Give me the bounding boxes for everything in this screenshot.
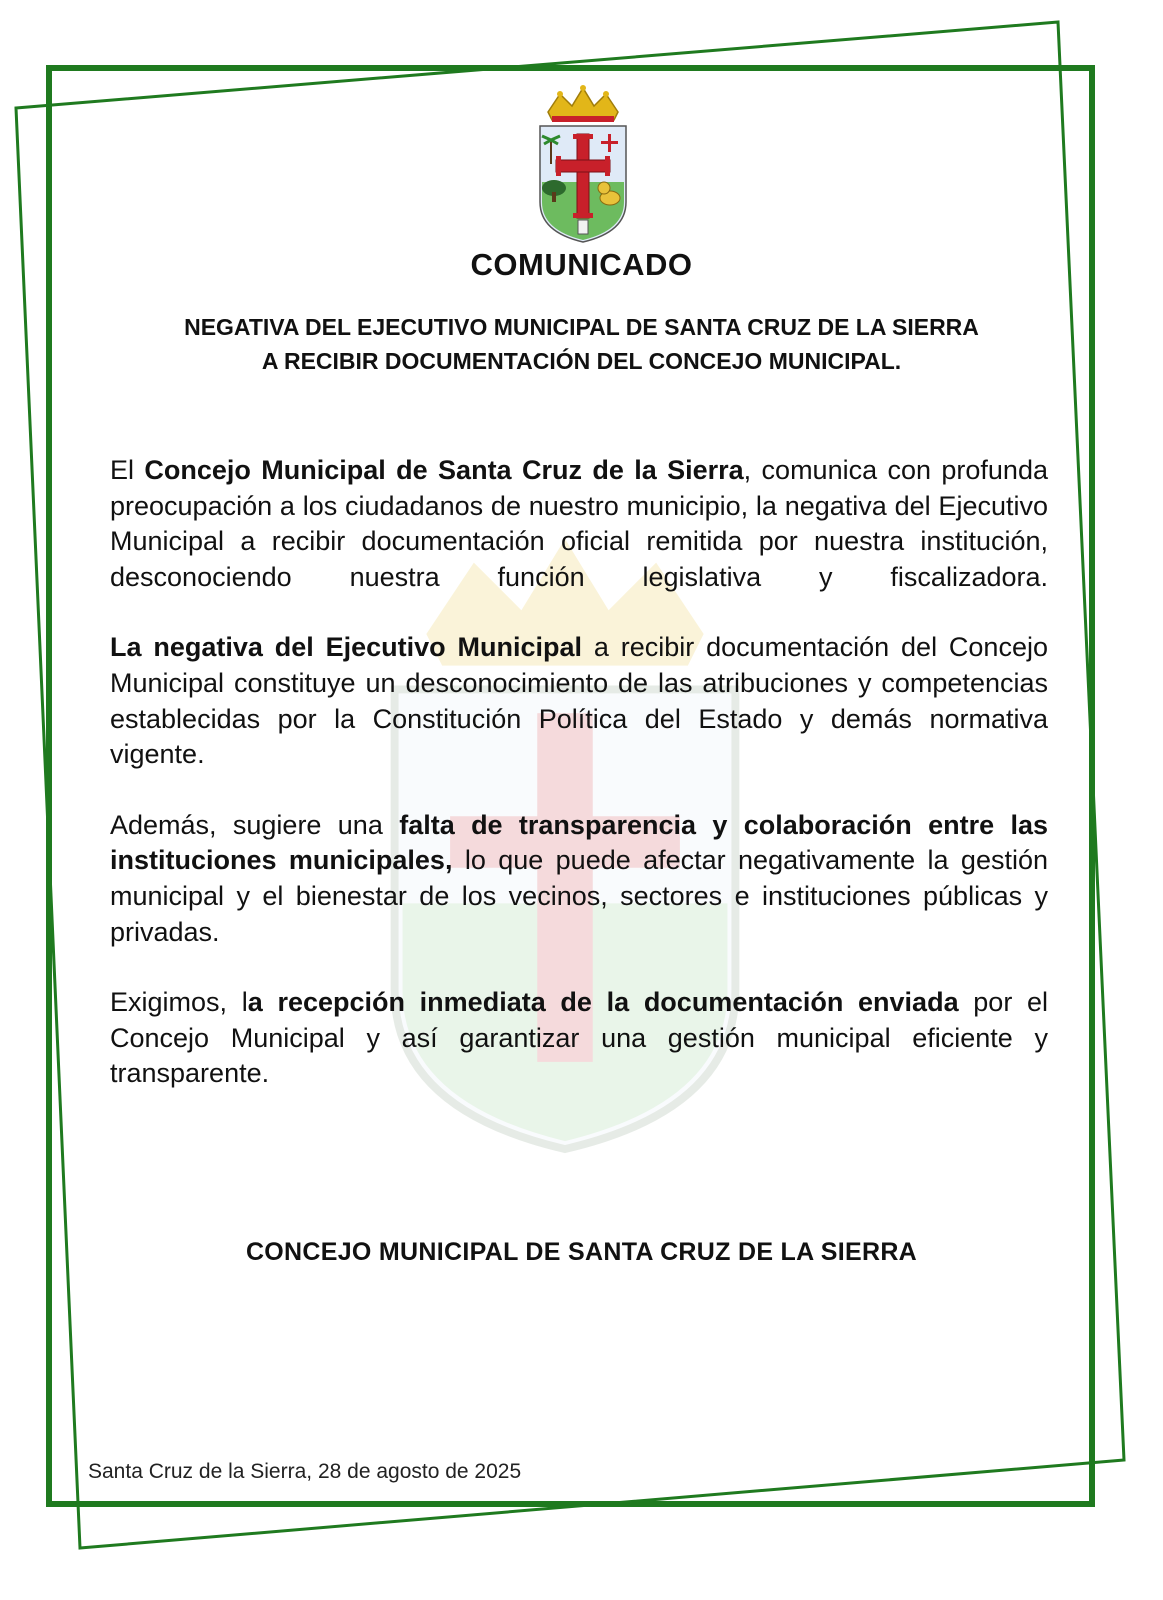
paragraph-3-text-a: Además, sugiere una [110,809,400,840]
tower-icon [578,220,588,234]
paragraph-4-text-a: Exigimos, l [110,987,248,1018]
subtitle-line-2: A RECIBIR DOCUMENTACIÓN DEL CONCEJO MUNICIPAL. [261,348,902,374]
document-subtitle [70,310,1093,378]
signature: CONCEJO MUNICIPAL DE SANTA CRUZ DE LA SIERRA [245,1238,918,1266]
paragraph-4-bold: a recepción inmediata de la documentación enviada [247,987,959,1018]
paragraph-4 [110,985,1048,1092]
page-title: COMUNICADO [470,247,693,282]
paragraph-1-text-a: El [110,455,145,485]
crown-icon [548,85,618,122]
document-body [110,453,1048,1127]
paragraph-2-text-b: a recibir documentación del Concejo Municipal constituye un desconocimiento de las atribuciones y competencias establecidas por la Constitución Política del Estado y demás normativa vigente. [110,632,1048,770]
paragraph-3 [110,808,1048,950]
coat-of-arms-icon [530,84,636,244]
subtitle-line-1: NEGATIVA DEL EJECUTIVO MUNICIPAL DE SANTA CRUZ DE LA SIERRA [184,314,979,340]
paragraph-1-bold: Concejo Municipal de Santa Cruz de la Sierra [144,455,744,485]
paragraph-1-text-c: , comunica con profunda preocupación a los ciudadanos de nuestro municipio, la negativa del Ejecutivo Municipal a recibir documentación oficial remitida por nuestra institución, desconociendo nuestra función legislativa y fiscalizadora. [110,455,1048,592]
paragraph-3-bold: falta de transparencia y colaboración entre las instituciones municipales, [110,809,1048,876]
document-date: Santa Cruz de la Sierra, 28 de agosto de 2025 [88,1460,522,1483]
paragraph-2-bold: La negativa del Ejecutivo Municipal [110,632,582,663]
paragraph-2 [110,630,1048,772]
paragraph-1 [110,453,1048,595]
paragraph-4-text-c: por el Concejo Municipal y así garantizar una gestión municipal eficiente y transparente. [110,987,1049,1089]
paragraph-3-text-c: lo que puede afectar negativamente la gestión municipal y el bienestar de los vecinos, sectores e instituciones públicas y privadas. [110,845,1048,947]
